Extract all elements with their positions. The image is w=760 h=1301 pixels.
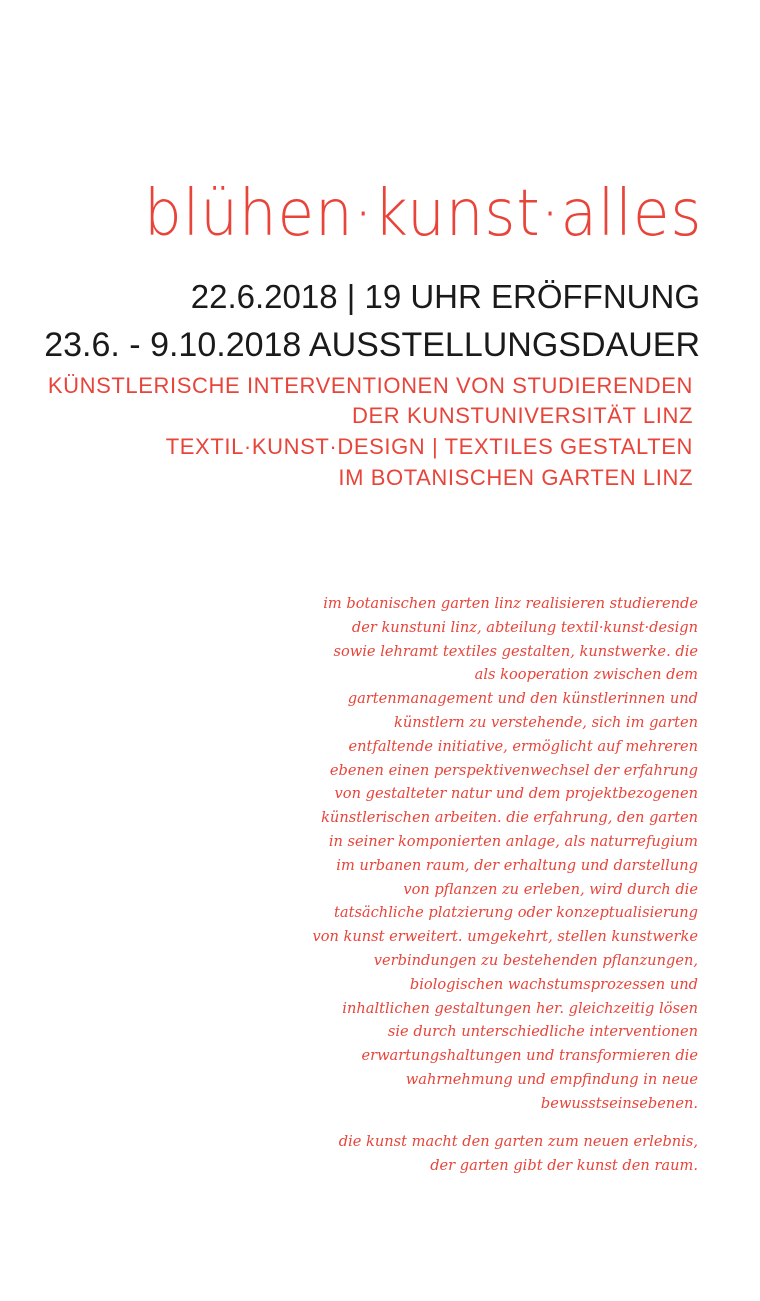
description-line: entfaltende initiative, ermöglicht auf mehreren bbox=[348, 737, 698, 755]
subtitle-line: DER KUNSTUNIVERSITÄT LINZ bbox=[352, 403, 693, 428]
description-line: der kunstuni linz, abteilung textil·kunst·design bbox=[351, 618, 698, 636]
closing-line: die kunst macht den garten zum neuen erlebnis, bbox=[338, 1133, 698, 1150]
description-line: als kooperation zwischen dem bbox=[474, 666, 698, 684]
description-line: im urbanen raum, der erhaltung und darstellung bbox=[336, 856, 698, 874]
description-line: inhaltlichen gestaltungen her. gleichzeitig lösen bbox=[342, 999, 698, 1017]
description-line: von gestalteter natur und dem projektbezogenen bbox=[334, 785, 698, 803]
description-line: sowie lehramt textiles gestalten, kunstwerke. die bbox=[333, 642, 698, 660]
closing-statement bbox=[278, 1130, 698, 1178]
description-line: künstlern zu verstehende, sich im garten bbox=[393, 713, 698, 731]
description-paragraph bbox=[278, 592, 698, 1116]
subtitle-line: TEXTIL·KUNST·DESIGN | TEXTILES GESTALTEN bbox=[165, 434, 693, 459]
description-line: biologischen wachstumsprozessen und bbox=[409, 975, 698, 993]
description-line: tatsächliche platzierung oder konzeptualisierung bbox=[334, 904, 698, 922]
closing-line: der garten gibt der kunst den raum. bbox=[430, 1156, 698, 1174]
description-line: erwartungshaltungen und transformieren die bbox=[361, 1047, 698, 1065]
description-line: von kunst erweitert. umgekehrt, stellen kunstwerke bbox=[312, 928, 698, 946]
description-line: ebenen einen perspektivenwechsel der erfahrung bbox=[329, 761, 698, 779]
subtitle-line: KÜNSTLERISCHE INTERVENTIONEN VON STUDIERENDEN bbox=[47, 373, 693, 398]
description-line: gartenmanagement und den künstlerinnen und bbox=[347, 690, 698, 708]
event-title: blühen·kunst·alles bbox=[143, 177, 702, 251]
description-line: sie durch unterschiedliche interventionen bbox=[387, 1023, 698, 1041]
description-line: in seiner komponierten anlage, als naturrefugium bbox=[328, 832, 698, 850]
exhibition-duration: 23.6. - 9.10.2018 AUSSTELLUNGSDAUER bbox=[44, 326, 700, 364]
description-line: künstlerischen arbeiten. die erfahrung, den garten bbox=[321, 809, 698, 827]
subtitle-line: IM BOTANISCHEN GARTEN LINZ bbox=[338, 465, 693, 490]
description-line: verbindungen zu bestehenden pflanzungen, bbox=[373, 951, 698, 969]
description-line: im botanischen garten linz realisieren studierende bbox=[323, 595, 698, 612]
opening-date: 22.6.2018 | 19 UHR ERÖFFNUNG bbox=[190, 278, 700, 315]
description-line: wahrnehmung und empfindung in neue bbox=[405, 1070, 698, 1088]
description-line: von pflanzen zu erleben, wird durch die bbox=[403, 880, 698, 898]
description-line: bewusstseinsebenen. bbox=[540, 1094, 698, 1112]
